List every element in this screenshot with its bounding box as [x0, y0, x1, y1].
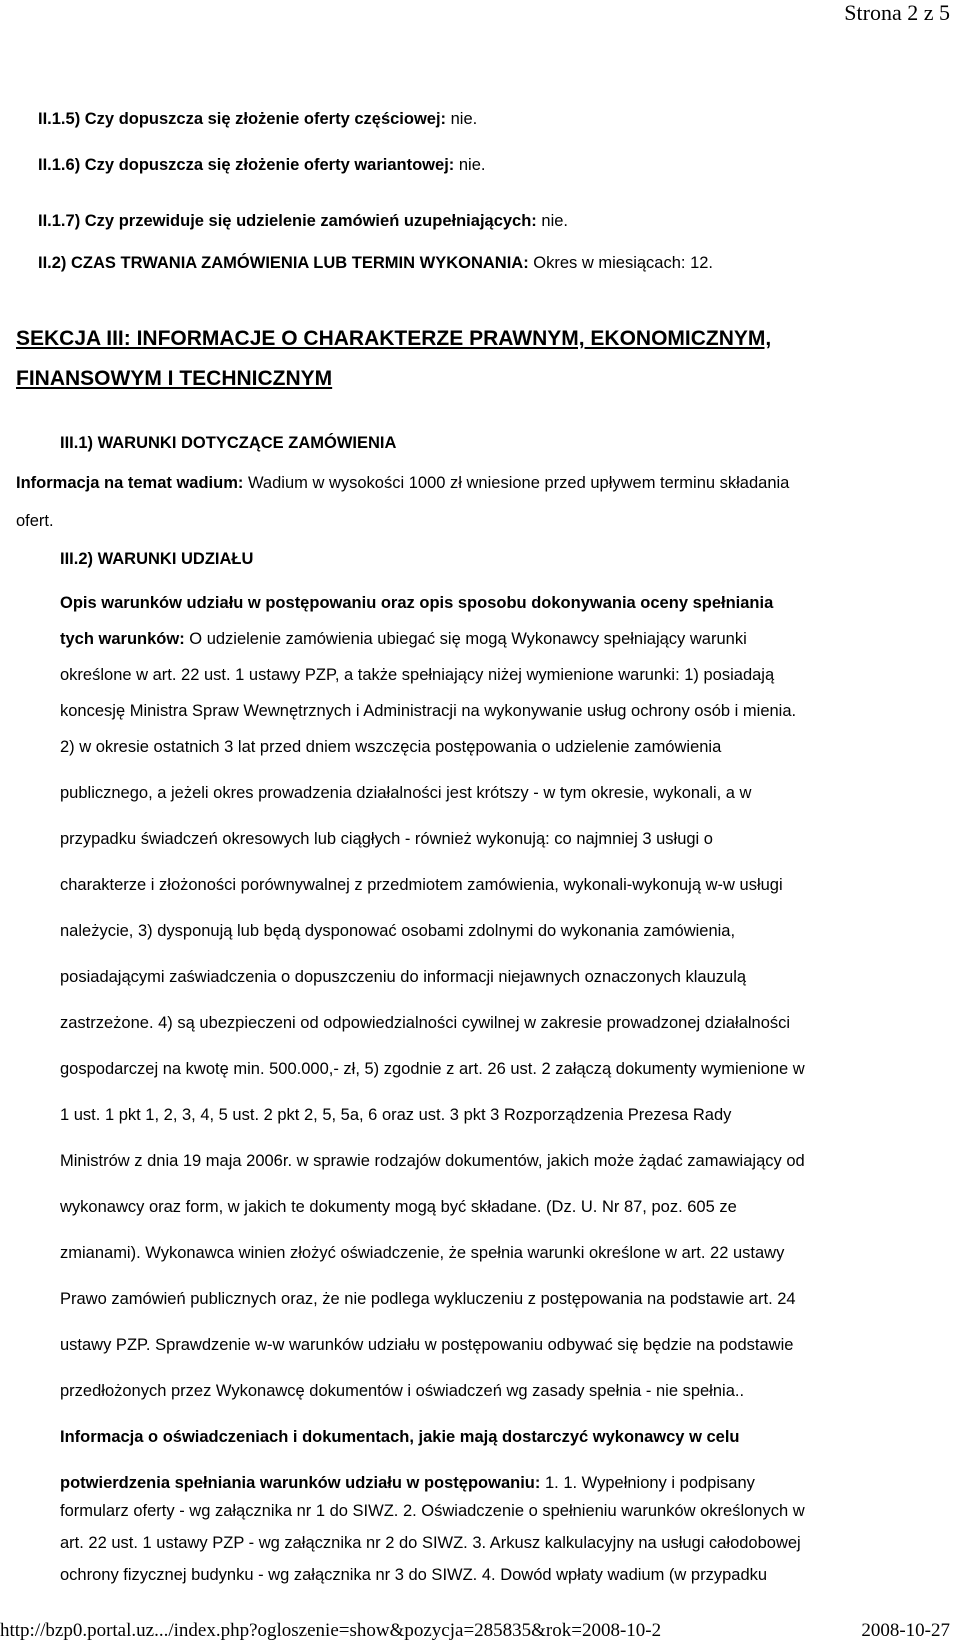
line-value: nie. — [536, 212, 568, 230]
opis-line-5: przypadku świadczeń okresowych lub ciągłych - również wykonują: co najmniej 3 usługi o — [60, 830, 713, 848]
info-text: 1. 1. Wypełniony i podpisany — [540, 1474, 755, 1492]
subsection-title-iii-2: III.2) WARUNKI UDZIAŁU — [60, 550, 254, 568]
opis-line-10: gospodarczej na kwotę min. 500.000,- zł, 5) zgodnie z art. 26 ust. 2 załączą dokumenty wymienione w — [60, 1060, 805, 1078]
info-label-line2: potwierdzenia spełniania warunków udziału w postępowaniu: — [60, 1474, 541, 1492]
opis-line-15: Prawo zamówień publicznych oraz, że nie podlega wykluczeniu z postępowania na podstawie art. 24 — [60, 1290, 796, 1308]
line-value: nie. — [446, 110, 478, 128]
opis-line-1: określone w art. 22 ust. 1 ustawy PZP, a także spełniający niżej wymienione warunki: 1) posiadają — [60, 666, 775, 684]
line-label: II.1.6) Czy dopuszcza się złożenie oferty wariantowej: — [38, 156, 455, 174]
info-line-1: formularz oferty - wg załącznika nr 1 do SIWZ. 2. Oświadczenie o spełnieniu warunków określonych w — [60, 1502, 805, 1520]
wadium-text: Wadium w wysokości 1000 zł wniesione przed upływem terminu składania — [243, 474, 790, 492]
line-ii-1-6 — [38, 154, 485, 176]
opis-text: O udzielenie zamówienia ubiegać się mogą Wykonawcy spełniający warunki — [184, 630, 747, 648]
opis-line-3: 2) w okresie ostatnich 3 lat przed dniem wszczęcia postępowania o udzielenie zamówienia — [60, 738, 722, 756]
subsection-title-iii-1: III.1) WARUNKI DOTYCZĄCE ZAMÓWIENIA — [60, 434, 397, 452]
opis-line-7: należycie, 3) dysponują lub będą dysponować osobami zdolnymi do wykonania zamówienia, — [60, 922, 736, 940]
line-value: Okres w miesiącach: 12. — [528, 254, 714, 272]
opis-line-0 — [60, 628, 747, 650]
opis-line-8: posiadającymi zaświadczenia o dopuszczeniu do informacji niejawnych oznaczonych klauzulą — [60, 968, 747, 986]
footer-url: http://bzp0.portal.uz.../index.php?ogloszenie=show&pozycja=285835&rok=2008-10-2 — [0, 1620, 662, 1641]
info-label-line1: Informacja o oświadczeniach i dokumentach, jakie mają dostarczyć wykonawcy w celu — [60, 1428, 740, 1446]
opis-label-line1: Opis warunków udziału w postępowaniu oraz opis sposobu dokonywania oceny spełniania — [60, 594, 774, 612]
line-ii-2 — [38, 252, 713, 274]
line-label: II.1.7) Czy przewiduje się udzielenie zamówień uzupełniających: — [38, 212, 537, 230]
opis-line-16: ustawy PZP. Sprawdzenie w-w warunków udziału w postępowaniu odbywać się będzie na podstawie — [60, 1336, 794, 1354]
wadium-line-2: ofert. — [16, 512, 54, 530]
info-line-0 — [60, 1472, 755, 1494]
line-ii-1-7 — [38, 210, 568, 232]
line-label: II.1.5) Czy dopuszcza się złożenie oferty częściowej: — [38, 110, 447, 128]
footer-date: 2008-10-27 — [861, 1620, 950, 1641]
opis-line-4: publicznego, a jeżeli okres prowadzenia działalności jest krótszy - w tym okresie, wykonali, a w — [60, 784, 752, 802]
line-ii-1-5 — [38, 108, 477, 130]
opis-line-9: zastrzeżone. 4) są ubezpieczeni od odpowiedzialności cywilnej w zakresie prowadzonej działalności — [60, 1014, 791, 1032]
info-line-3: ochrony fizycznej budynku - wg załącznika nr 3 do SIWZ. 4. Dowód wpłaty wadium (w przypadku — [60, 1566, 768, 1584]
opis-line-2: koncesję Ministra Spraw Wewnętrznych i Administracji na wykonywanie usług ochrony osób i mienia. — [60, 702, 797, 720]
opis-line-13: wykonawcy oraz form, w jakich te dokumenty mogą być składane. (Dz. U. Nr 87, poz. 605 ze — [60, 1198, 737, 1216]
opis-line-6: charakterze i złożoności porównywalnej z przedmiotem zamówienia, wykonali-wykonują w-w usługi — [60, 876, 783, 894]
opis-line-12: Ministrów z dnia 19 maja 2006r. w sprawie rodzajów dokumentów, jakich może żądać zamawiający od — [60, 1152, 805, 1170]
section-heading-line2: FINANSOWYM I TECHNICZNYM — [16, 367, 333, 390]
line-label: II.2) CZAS TRWANIA ZAMÓWIENIA LUB TERMIN WYKONANIA: — [38, 254, 529, 272]
wadium-line — [16, 472, 789, 494]
wadium-label: Informacja na temat wadium: — [16, 474, 244, 492]
opis-line-14: zmianami). Wykonawca winien złożyć oświadczenie, że spełnia warunki określone w art. 22 ustawy — [60, 1244, 785, 1262]
section-heading-line1: SEKCJA III: INFORMACJE O CHARAKTERZE PRAWNYM, EKONOMICZNYM, — [16, 327, 772, 350]
opis-line-11: 1 ust. 1 pkt 1, 2, 3, 4, 5 ust. 2 pkt 2, 5, 5a, 6 oraz ust. 3 pkt 3 Rozporządzenia Prezesa Rady — [60, 1106, 732, 1124]
info-line-2: art. 22 ust. 1 ustawy PZP - wg załącznika nr 2 do SIWZ. 3. Arkusz kalkulacyjny na usługi całodobowej — [60, 1534, 801, 1552]
line-value: nie. — [454, 156, 486, 174]
page-number: Strona 2 z 5 — [844, 0, 950, 25]
opis-line-17: przedłożonych przez Wykonawcę dokumentów i oświadczeń wg zasady spełnia - nie spełnia.. — [60, 1382, 745, 1400]
opis-label-line2: tych warunków: — [60, 630, 185, 648]
